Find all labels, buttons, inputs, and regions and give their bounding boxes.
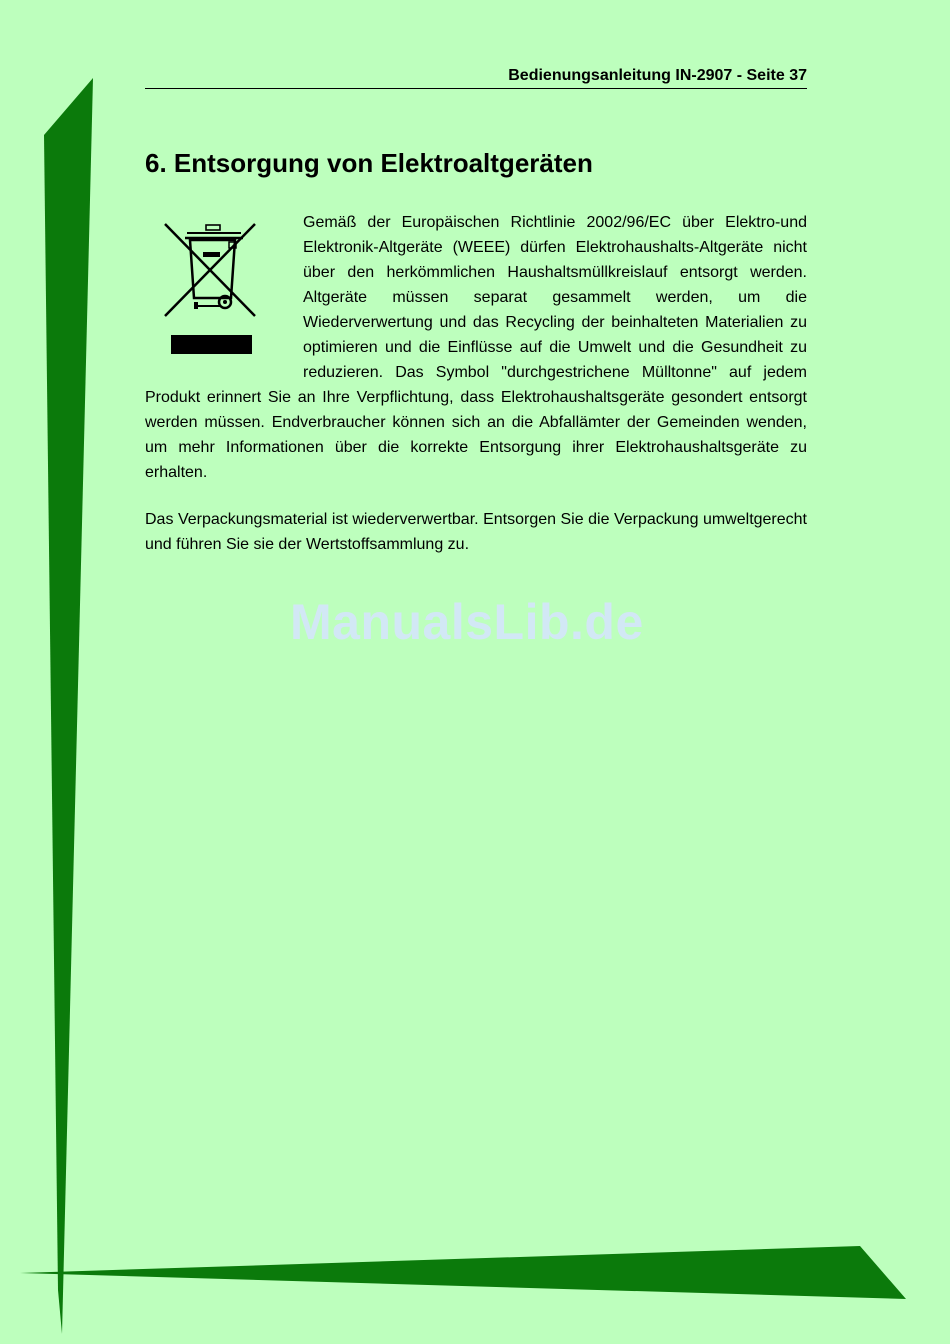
section-heading: 6. Entsorgung von Elektroaltgeräten (145, 148, 593, 178)
header-divider (145, 88, 807, 89)
disposal-paragraph: Gemäß der Europäischen Richtlinie 2002/96/EC über Elektro-und Elektronik-Altgeräte (WEEE) dürfen Elektrohaushalts-Altgeräte nicht über den herkömmlichen Haushaltsmüllkreislauf entsorgt werden. Altgeräte müssen separat gesammelt werden, um die Wiederverwertung und das Recycling der beinhalteten Materialien zu optimieren und die Einflüsse auf die Umwelt und die Gesundheit zu reduzieren. Das Symbol "durchgestrichene Mülltonne" auf jedem Produkt erinnert Sie an Ihre Verpflichtung, dass Elektrohaushaltsgeräte gesondert entsorgt werden müssen. Endverbraucher können sich an die Abfallämter der Gemeinden wenden, um mehr Informationen über die korrekte Entsorgung ihrer Elektrohaushaltsgeräte zu erhalten. (145, 214, 807, 481)
left-green-stripe (44, 78, 93, 1334)
packaging-paragraph: Das Verpackungsmaterial ist wiederverwertbar. Entsorgen Sie die Verpackung umweltgerecht und führen Sie sie der Wertstoffsammlung zu. (145, 511, 807, 553)
watermark: ManualsLib.de (290, 594, 644, 650)
page-header: Bedienungsanleitung IN-2907 - Seite 37 (508, 67, 807, 84)
weee-bin-icon (145, 210, 303, 370)
section-content (145, 210, 807, 557)
bottom-green-stripe (20, 1246, 906, 1299)
